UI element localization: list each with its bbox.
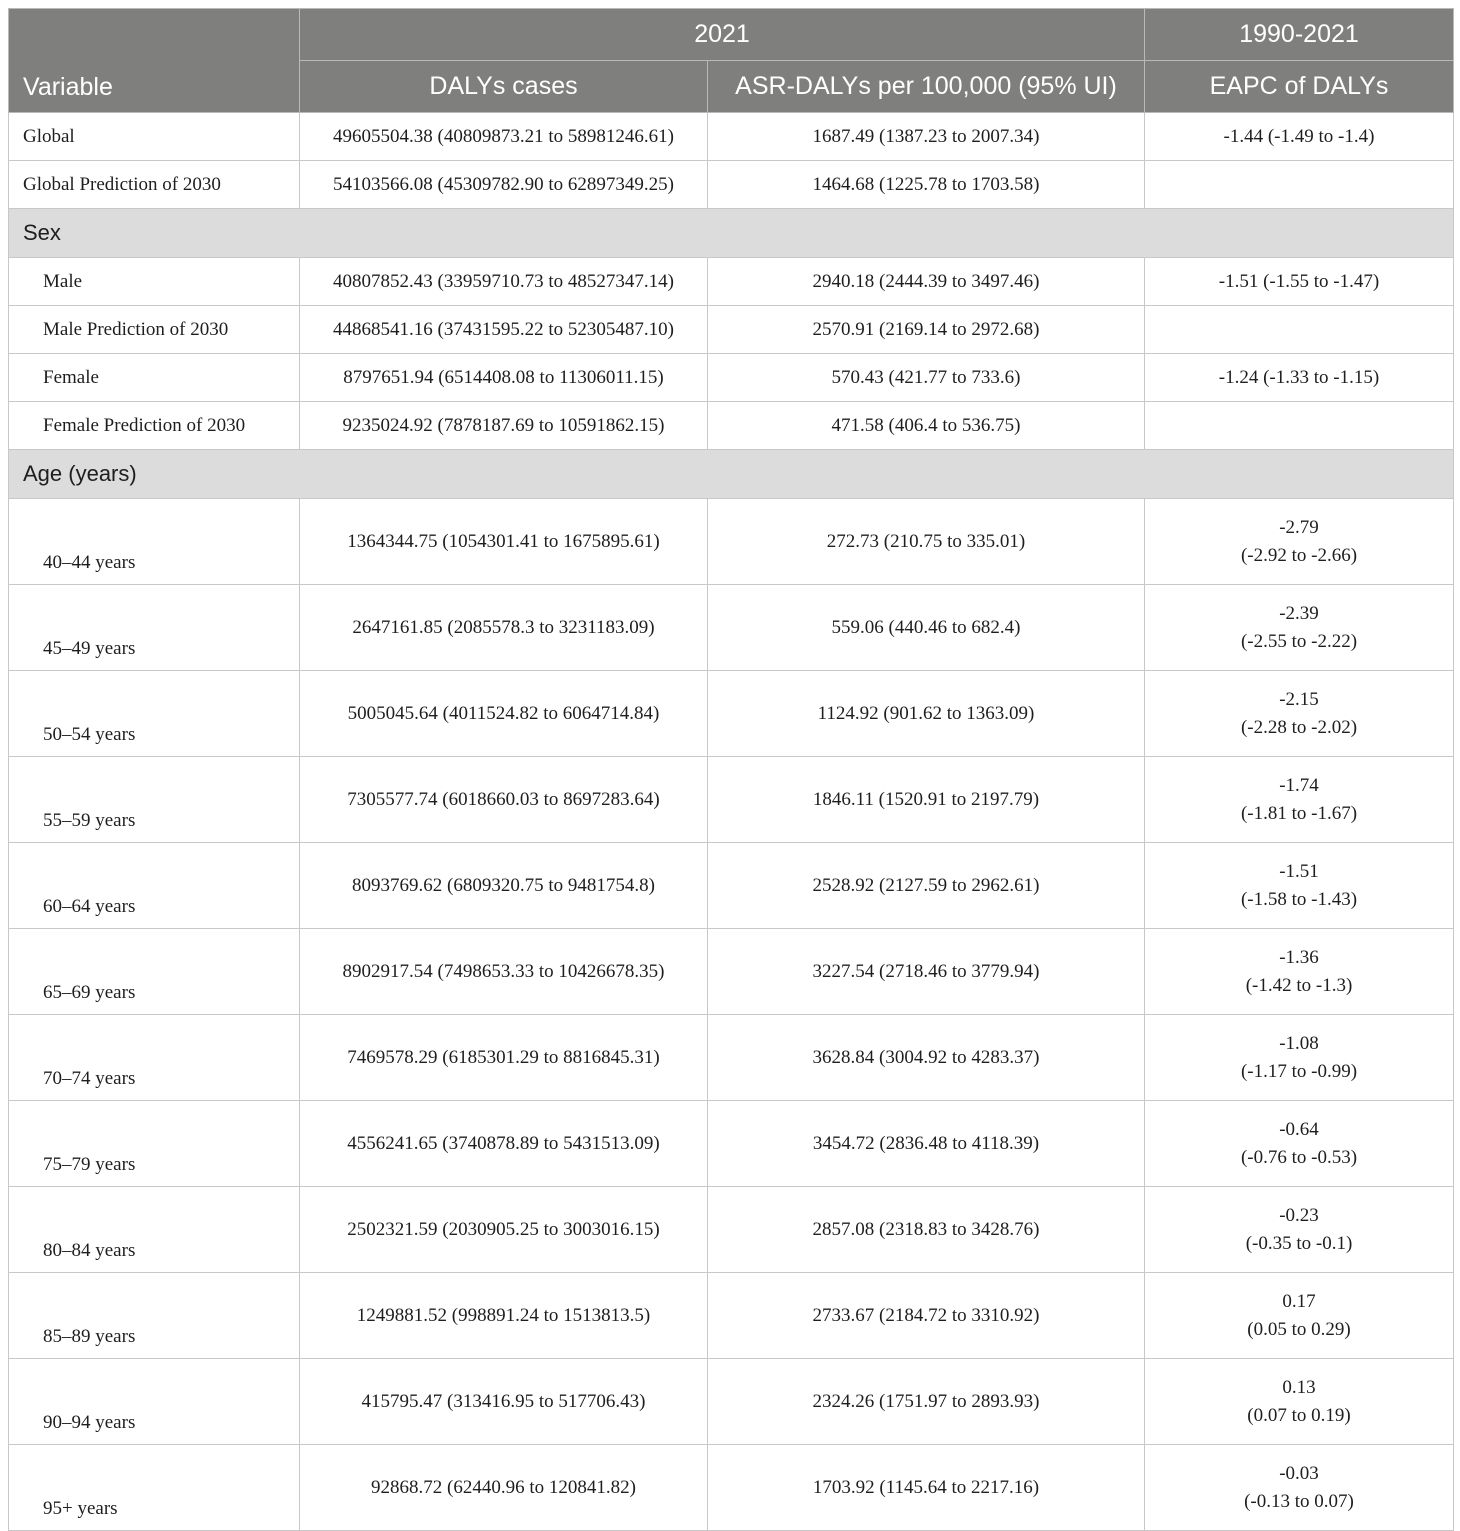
table-row	[9, 1359, 1454, 1445]
table-header	[9, 9, 1454, 113]
row-label: 85–89 years	[9, 1273, 300, 1359]
row-label: 80–84 years	[9, 1187, 300, 1273]
cell-asr: 2940.18 (2444.39 to 3497.46)	[708, 258, 1145, 306]
cell-asr: 471.58 (406.4 to 536.75)	[708, 402, 1145, 450]
table-row	[9, 843, 1454, 929]
cell-asr: 2570.91 (2169.14 to 2972.68)	[708, 306, 1145, 354]
header-dalys-cases: DALYs cases	[300, 61, 708, 113]
eapc-value: -2.79	[1279, 516, 1319, 538]
row-label: Female	[9, 354, 300, 402]
eapc-ci: (-2.55 to -2.22)	[1240, 630, 1358, 652]
table-row	[9, 1101, 1454, 1187]
cell-eapc	[1145, 843, 1454, 929]
header-range: 1990-2021	[1145, 9, 1454, 61]
cell-eapc	[1145, 1187, 1454, 1273]
eapc-ci: (-0.35 to -0.1)	[1245, 1232, 1353, 1254]
cell-eapc	[1145, 671, 1454, 757]
table-row	[9, 306, 1454, 354]
eapc-ci: (-2.92 to -2.66)	[1240, 544, 1358, 566]
header-asr-dalys: ASR-DALYs per 100,000 (95% UI)	[708, 61, 1145, 113]
cell-cases: 8902917.54 (7498653.33 to 10426678.35)	[300, 929, 708, 1015]
cell-eapc: -1.44 (-1.49 to -1.4)	[1145, 113, 1454, 161]
cell-eapc	[1145, 585, 1454, 671]
table-row	[9, 1445, 1454, 1531]
cell-asr: 2528.92 (2127.59 to 2962.61)	[708, 843, 1145, 929]
row-label: Global Prediction of 2030	[9, 161, 300, 209]
cell-eapc	[1145, 929, 1454, 1015]
cell-eapc	[1145, 402, 1454, 450]
cell-cases: 8093769.62 (6809320.75 to 9481754.8)	[300, 843, 708, 929]
table-row	[9, 161, 1454, 209]
cell-cases: 1249881.52 (998891.24 to 1513813.5)	[300, 1273, 708, 1359]
group-label: Sex	[9, 209, 1454, 258]
cell-asr: 1464.68 (1225.78 to 1703.58)	[708, 161, 1145, 209]
cell-cases: 1364344.75 (1054301.41 to 1675895.61)	[300, 499, 708, 585]
cell-cases: 54103566.08 (45309782.90 to 62897349.25)	[300, 161, 708, 209]
cell-cases: 5005045.64 (4011524.82 to 6064714.84)	[300, 671, 708, 757]
eapc-value: -1.51	[1279, 860, 1319, 882]
table-row	[9, 258, 1454, 306]
cell-eapc	[1145, 161, 1454, 209]
cell-cases: 2647161.85 (2085578.3 to 3231183.09)	[300, 585, 708, 671]
cell-eapc	[1145, 499, 1454, 585]
row-label: Male	[9, 258, 300, 306]
table-row	[9, 929, 1454, 1015]
eapc-ci: (-1.42 to -1.3)	[1245, 974, 1353, 996]
eapc-value: -1.36	[1279, 946, 1319, 968]
cell-asr: 1846.11 (1520.91 to 2197.79)	[708, 757, 1145, 843]
table-row	[9, 113, 1454, 161]
row-label: 45–49 years	[9, 585, 300, 671]
cell-cases: 44868541.16 (37431595.22 to 52305487.10)	[300, 306, 708, 354]
eapc-value: -0.23	[1279, 1204, 1319, 1226]
cell-eapc	[1145, 1015, 1454, 1101]
row-label: 75–79 years	[9, 1101, 300, 1187]
header-eapc: EAPC of DALYs	[1145, 61, 1454, 113]
table-row	[9, 671, 1454, 757]
row-label: 40–44 years	[9, 499, 300, 585]
eapc-ci: (-0.76 to -0.53)	[1240, 1146, 1358, 1168]
group-row-age	[9, 450, 1454, 499]
cell-asr: 2733.67 (2184.72 to 3310.92)	[708, 1273, 1145, 1359]
cell-asr: 2324.26 (1751.97 to 2893.93)	[708, 1359, 1145, 1445]
cell-asr: 1124.92 (901.62 to 1363.09)	[708, 671, 1145, 757]
table-row	[9, 757, 1454, 843]
cell-asr: 2857.08 (2318.83 to 3428.76)	[708, 1187, 1145, 1273]
table-row	[9, 402, 1454, 450]
cell-asr: 1687.49 (1387.23 to 2007.34)	[708, 113, 1145, 161]
cell-cases: 92868.72 (62440.96 to 120841.82)	[300, 1445, 708, 1531]
cell-eapc: -1.24 (-1.33 to -1.15)	[1145, 354, 1454, 402]
cell-asr: 3227.54 (2718.46 to 3779.94)	[708, 929, 1145, 1015]
table-row	[9, 585, 1454, 671]
eapc-ci: (0.05 to 0.29)	[1247, 1318, 1351, 1340]
cell-eapc	[1145, 1273, 1454, 1359]
cell-cases: 415795.47 (313416.95 to 517706.43)	[300, 1359, 708, 1445]
cell-eapc	[1145, 1359, 1454, 1445]
group-label: Age (years)	[9, 450, 1454, 499]
eapc-value: 0.13	[1282, 1376, 1316, 1398]
row-label: 50–54 years	[9, 671, 300, 757]
row-label: 70–74 years	[9, 1015, 300, 1101]
row-label: 95+ years	[9, 1445, 300, 1531]
cell-cases: 2502321.59 (2030905.25 to 3003016.15)	[300, 1187, 708, 1273]
cell-eapc	[1145, 1445, 1454, 1531]
eapc-ci: (0.07 to 0.19)	[1247, 1404, 1351, 1426]
cell-asr: 570.43 (421.77 to 733.6)	[708, 354, 1145, 402]
table-row	[9, 499, 1454, 585]
dalys-table-container	[8, 8, 1453, 1531]
eapc-ci: (-1.17 to -0.99)	[1240, 1060, 1358, 1082]
cell-cases: 40807852.43 (33959710.73 to 48527347.14)	[300, 258, 708, 306]
cell-cases: 9235024.92 (7878187.69 to 10591862.15)	[300, 402, 708, 450]
table-row	[9, 1187, 1454, 1273]
cell-cases: 7469578.29 (6185301.29 to 8816845.31)	[300, 1015, 708, 1101]
eapc-value: -2.15	[1279, 688, 1319, 710]
cell-eapc	[1145, 1101, 1454, 1187]
eapc-ci: (-1.58 to -1.43)	[1240, 888, 1358, 910]
table-row	[9, 1015, 1454, 1101]
cell-cases: 49605504.38 (40809873.21 to 58981246.61)	[300, 113, 708, 161]
eapc-value: -1.74	[1279, 774, 1319, 796]
table-body	[9, 113, 1454, 1531]
row-label: Female Prediction of 2030	[9, 402, 300, 450]
eapc-value: -1.08	[1279, 1032, 1319, 1054]
header-variable: Variable	[9, 9, 300, 113]
cell-asr: 3628.84 (3004.92 to 4283.37)	[708, 1015, 1145, 1101]
cell-cases: 4556241.65 (3740878.89 to 5431513.09)	[300, 1101, 708, 1187]
row-label: 55–59 years	[9, 757, 300, 843]
eapc-value: -2.39	[1279, 602, 1319, 624]
cell-eapc	[1145, 757, 1454, 843]
eapc-value: -0.03	[1279, 1462, 1319, 1484]
cell-asr: 3454.72 (2836.48 to 4118.39)	[708, 1101, 1145, 1187]
dalys-table	[8, 8, 1454, 1531]
eapc-value: -0.64	[1279, 1118, 1319, 1140]
eapc-ci: (-0.13 to 0.07)	[1244, 1490, 1354, 1512]
eapc-ci: (-2.28 to -2.02)	[1240, 716, 1358, 738]
cell-eapc: -1.51 (-1.55 to -1.47)	[1145, 258, 1454, 306]
cell-asr: 272.73 (210.75 to 335.01)	[708, 499, 1145, 585]
row-label: Global	[9, 113, 300, 161]
row-label: 65–69 years	[9, 929, 300, 1015]
cell-cases: 7305577.74 (6018660.03 to 8697283.64)	[300, 757, 708, 843]
row-label: Male Prediction of 2030	[9, 306, 300, 354]
cell-eapc	[1145, 306, 1454, 354]
cell-asr: 1703.92 (1145.64 to 2217.16)	[708, 1445, 1145, 1531]
eapc-value: 0.17	[1282, 1290, 1316, 1312]
header-year-2021: 2021	[300, 9, 1145, 61]
table-row	[9, 354, 1454, 402]
eapc-ci: (-1.81 to -1.67)	[1240, 802, 1358, 824]
cell-cases: 8797651.94 (6514408.08 to 11306011.15)	[300, 354, 708, 402]
group-row-sex	[9, 209, 1454, 258]
row-label: 90–94 years	[9, 1359, 300, 1445]
row-label: 60–64 years	[9, 843, 300, 929]
table-row	[9, 1273, 1454, 1359]
cell-asr: 559.06 (440.46 to 682.4)	[708, 585, 1145, 671]
